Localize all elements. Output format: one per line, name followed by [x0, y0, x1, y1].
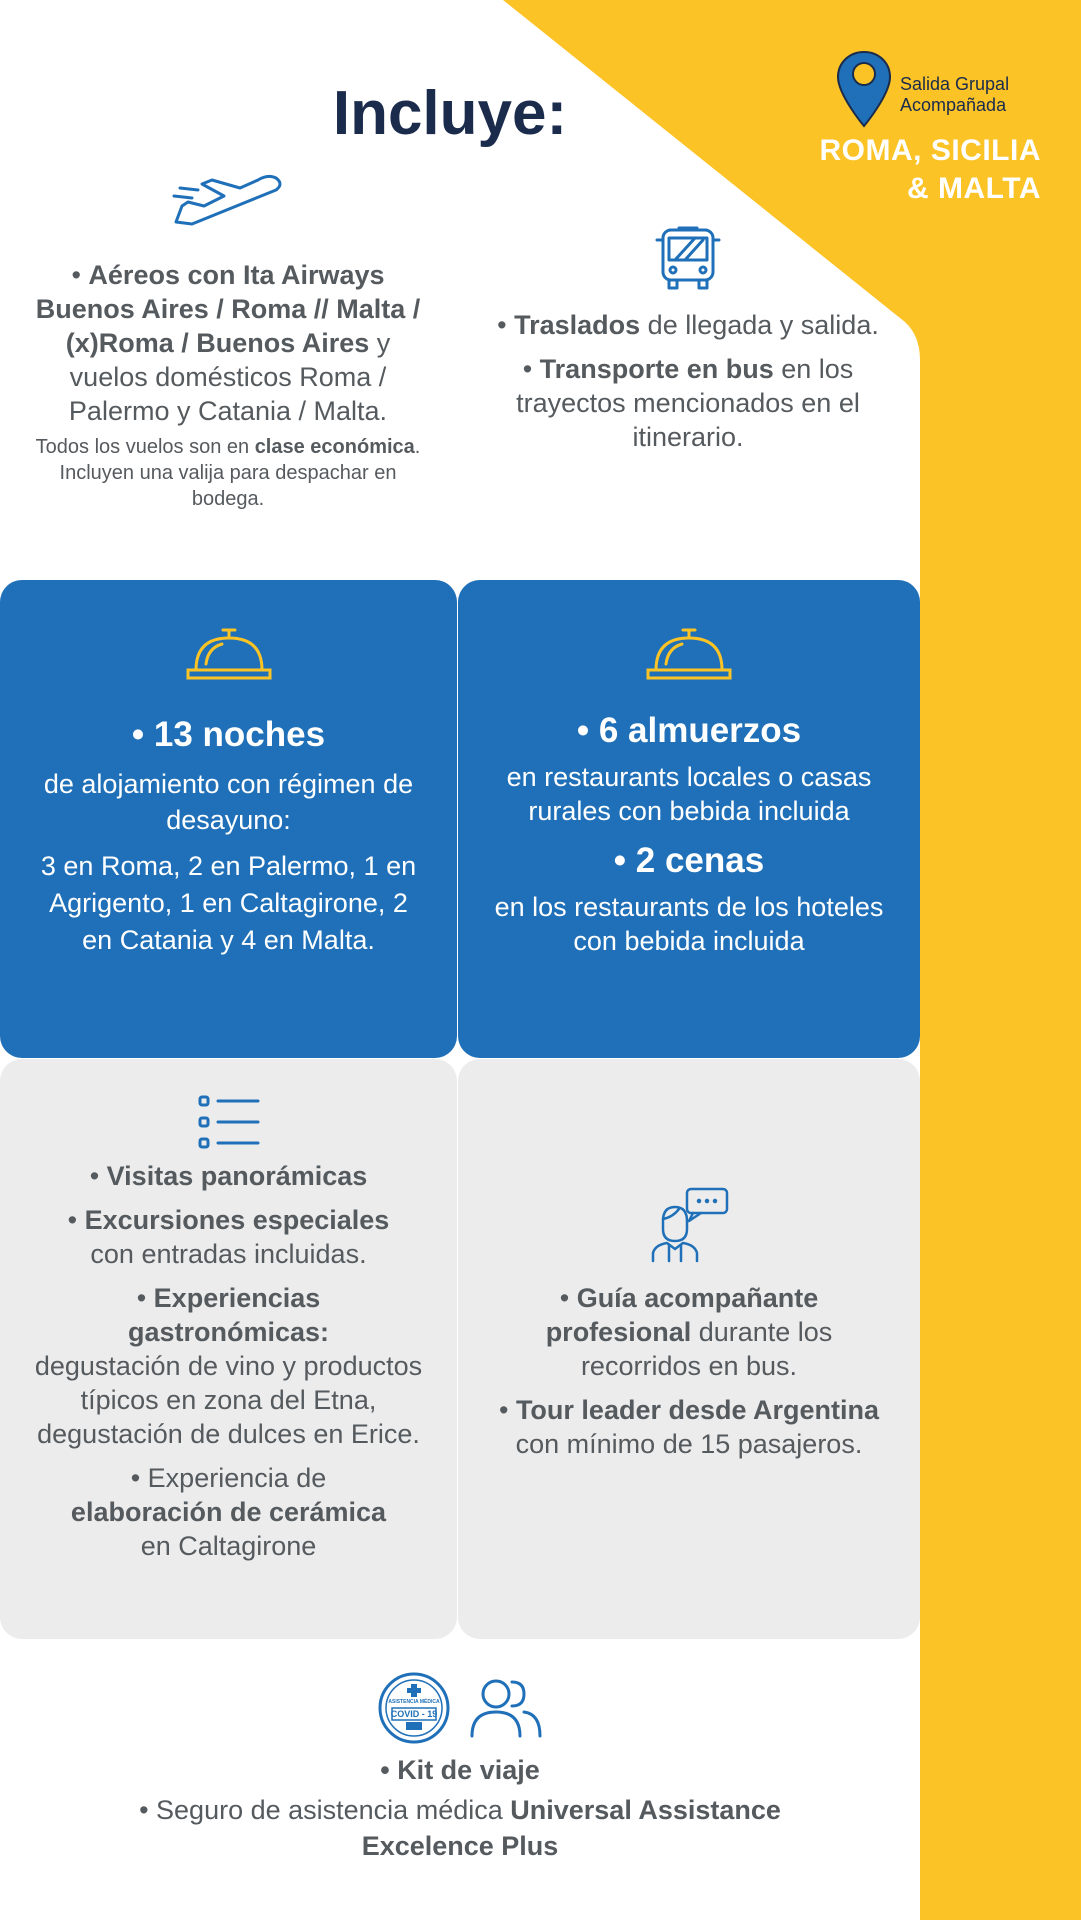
trip-type-line-1: Salida Grupal [900, 74, 1010, 94]
special-excursions: Excursiones especiales [84, 1205, 390, 1235]
transfers-text: de llegada y salida. [640, 310, 879, 340]
footer-section [100, 1672, 820, 1864]
flights-class: clase económica [254, 436, 415, 458]
people-icon [470, 1678, 542, 1738]
trip-destination-line-2: & MALTA [906, 172, 1041, 205]
ceramics-label: elaboración de cerámica [70, 1497, 387, 1527]
insurance-plan: Universal Assistance Excelence Plus [361, 1795, 781, 1861]
guide-label: Guía acompañante profesional [545, 1283, 819, 1347]
bus-icon [653, 224, 723, 294]
tour-leader-detail: con mínimo de 15 pasajeros. [515, 1429, 863, 1459]
seal-line-1: ASISTENCIA MÉDICA [388, 1699, 440, 1705]
gastronomic-experiences: Experiencias gastronómicas: [127, 1283, 330, 1347]
panoramic-visits: Visitas panorámicas [106, 1161, 368, 1191]
flights-route: Aéreos con Ita Airways Buenos Aires / Roma // Malta / (x)Roma / Buenos Aires [35, 260, 421, 358]
insurance-label: • Seguro de asistencia médica [139, 1795, 511, 1825]
transfers-section: • Traslados de llegada y salida. • Transporte en bus en los trayectos mencionados en el itinerario. [490, 224, 886, 454]
hotel-regime: de alojamiento con régimen de desayuno: [43, 769, 414, 835]
tour-leader-label: Tour leader desde Argentina [515, 1395, 880, 1425]
ceramics-intro: Experiencia de [147, 1463, 327, 1493]
dinners-count: • 2 cenas [613, 841, 765, 880]
bus-transport-text: en los trayectos mencionados en el itinerario. [516, 354, 860, 452]
covid-assistance-seal-icon [378, 1672, 450, 1744]
trip-destination-line-1: ROMA, SICILIA [819, 134, 1041, 167]
flights-note-end: . Incluyen una valija para despachar en bodega. [59, 436, 421, 510]
tour-guide-icon [649, 1187, 729, 1263]
checklist-icon [198, 1095, 260, 1149]
lunches-count: • 6 almuerzos [576, 711, 802, 750]
flights-note-start: Todos los vuelos son en [35, 436, 255, 458]
ceramics-place: en Caltagirone [140, 1531, 317, 1561]
page-title: Incluye: [332, 79, 568, 148]
hotel-section [0, 580, 457, 1058]
trip-destination [741, 132, 1041, 208]
flights-section [30, 172, 426, 512]
map-pin-icon [836, 50, 892, 128]
trip-type-line-2: Acompañada [900, 95, 1007, 115]
lunches-detail: en restaurants locales o casas rurales con bebida incluida [506, 762, 872, 826]
visits-section: • Visitas panorámicas • Excursiones especiales con entradas incluidas. • Experiencias gastronómicas: degustación de vino y productos típicos en zona del Etna, degustación de dulces en Erice. • Experiencia de elaboración de cerámica en Caltagirone [0, 1059, 457, 1639]
hotel-detail: 3 en Roma, 2 en Palermo, 1 en Agrigento, 1 en Caltagirone, 2 en Catania y 4 en Malta. [40, 851, 417, 955]
trip-type-label [900, 74, 1060, 116]
transfers-label: Traslados [514, 310, 641, 340]
meals-section [458, 580, 920, 1058]
footer-icons [100, 1672, 820, 1744]
travel-kit: • Kit de viaje [380, 1755, 540, 1785]
seal-line-2: COVID - 19 [390, 1709, 438, 1719]
bus-transport-label: Transporte en bus [539, 354, 774, 384]
gastronomic-experiences-detail: degustación de vino y productos típicos en zona del Etna, degustación de dulces en Erice. [34, 1351, 423, 1449]
flights-domestic: y vuelos domésticos Roma / Palermo y Catania / Malta. [68, 328, 391, 426]
airplane-icon [172, 172, 284, 230]
guide-detail: durante los recorridos en bus. [580, 1317, 833, 1381]
special-excursions-detail: con entradas incluidas. [90, 1239, 367, 1269]
service-bell-icon [186, 622, 272, 682]
service-bell-icon [646, 622, 732, 682]
dinners-detail: en los restaurants de los hoteles con bebida incluida [494, 892, 884, 956]
hotel-nights: • 13 noches [131, 715, 326, 754]
guide-section: • Guía acompañante profesional durante los recorridos en bus. • Tour leader desde Argentina con mínimo de 15 pasajeros. [458, 1059, 920, 1639]
bullet: • [71, 260, 89, 290]
